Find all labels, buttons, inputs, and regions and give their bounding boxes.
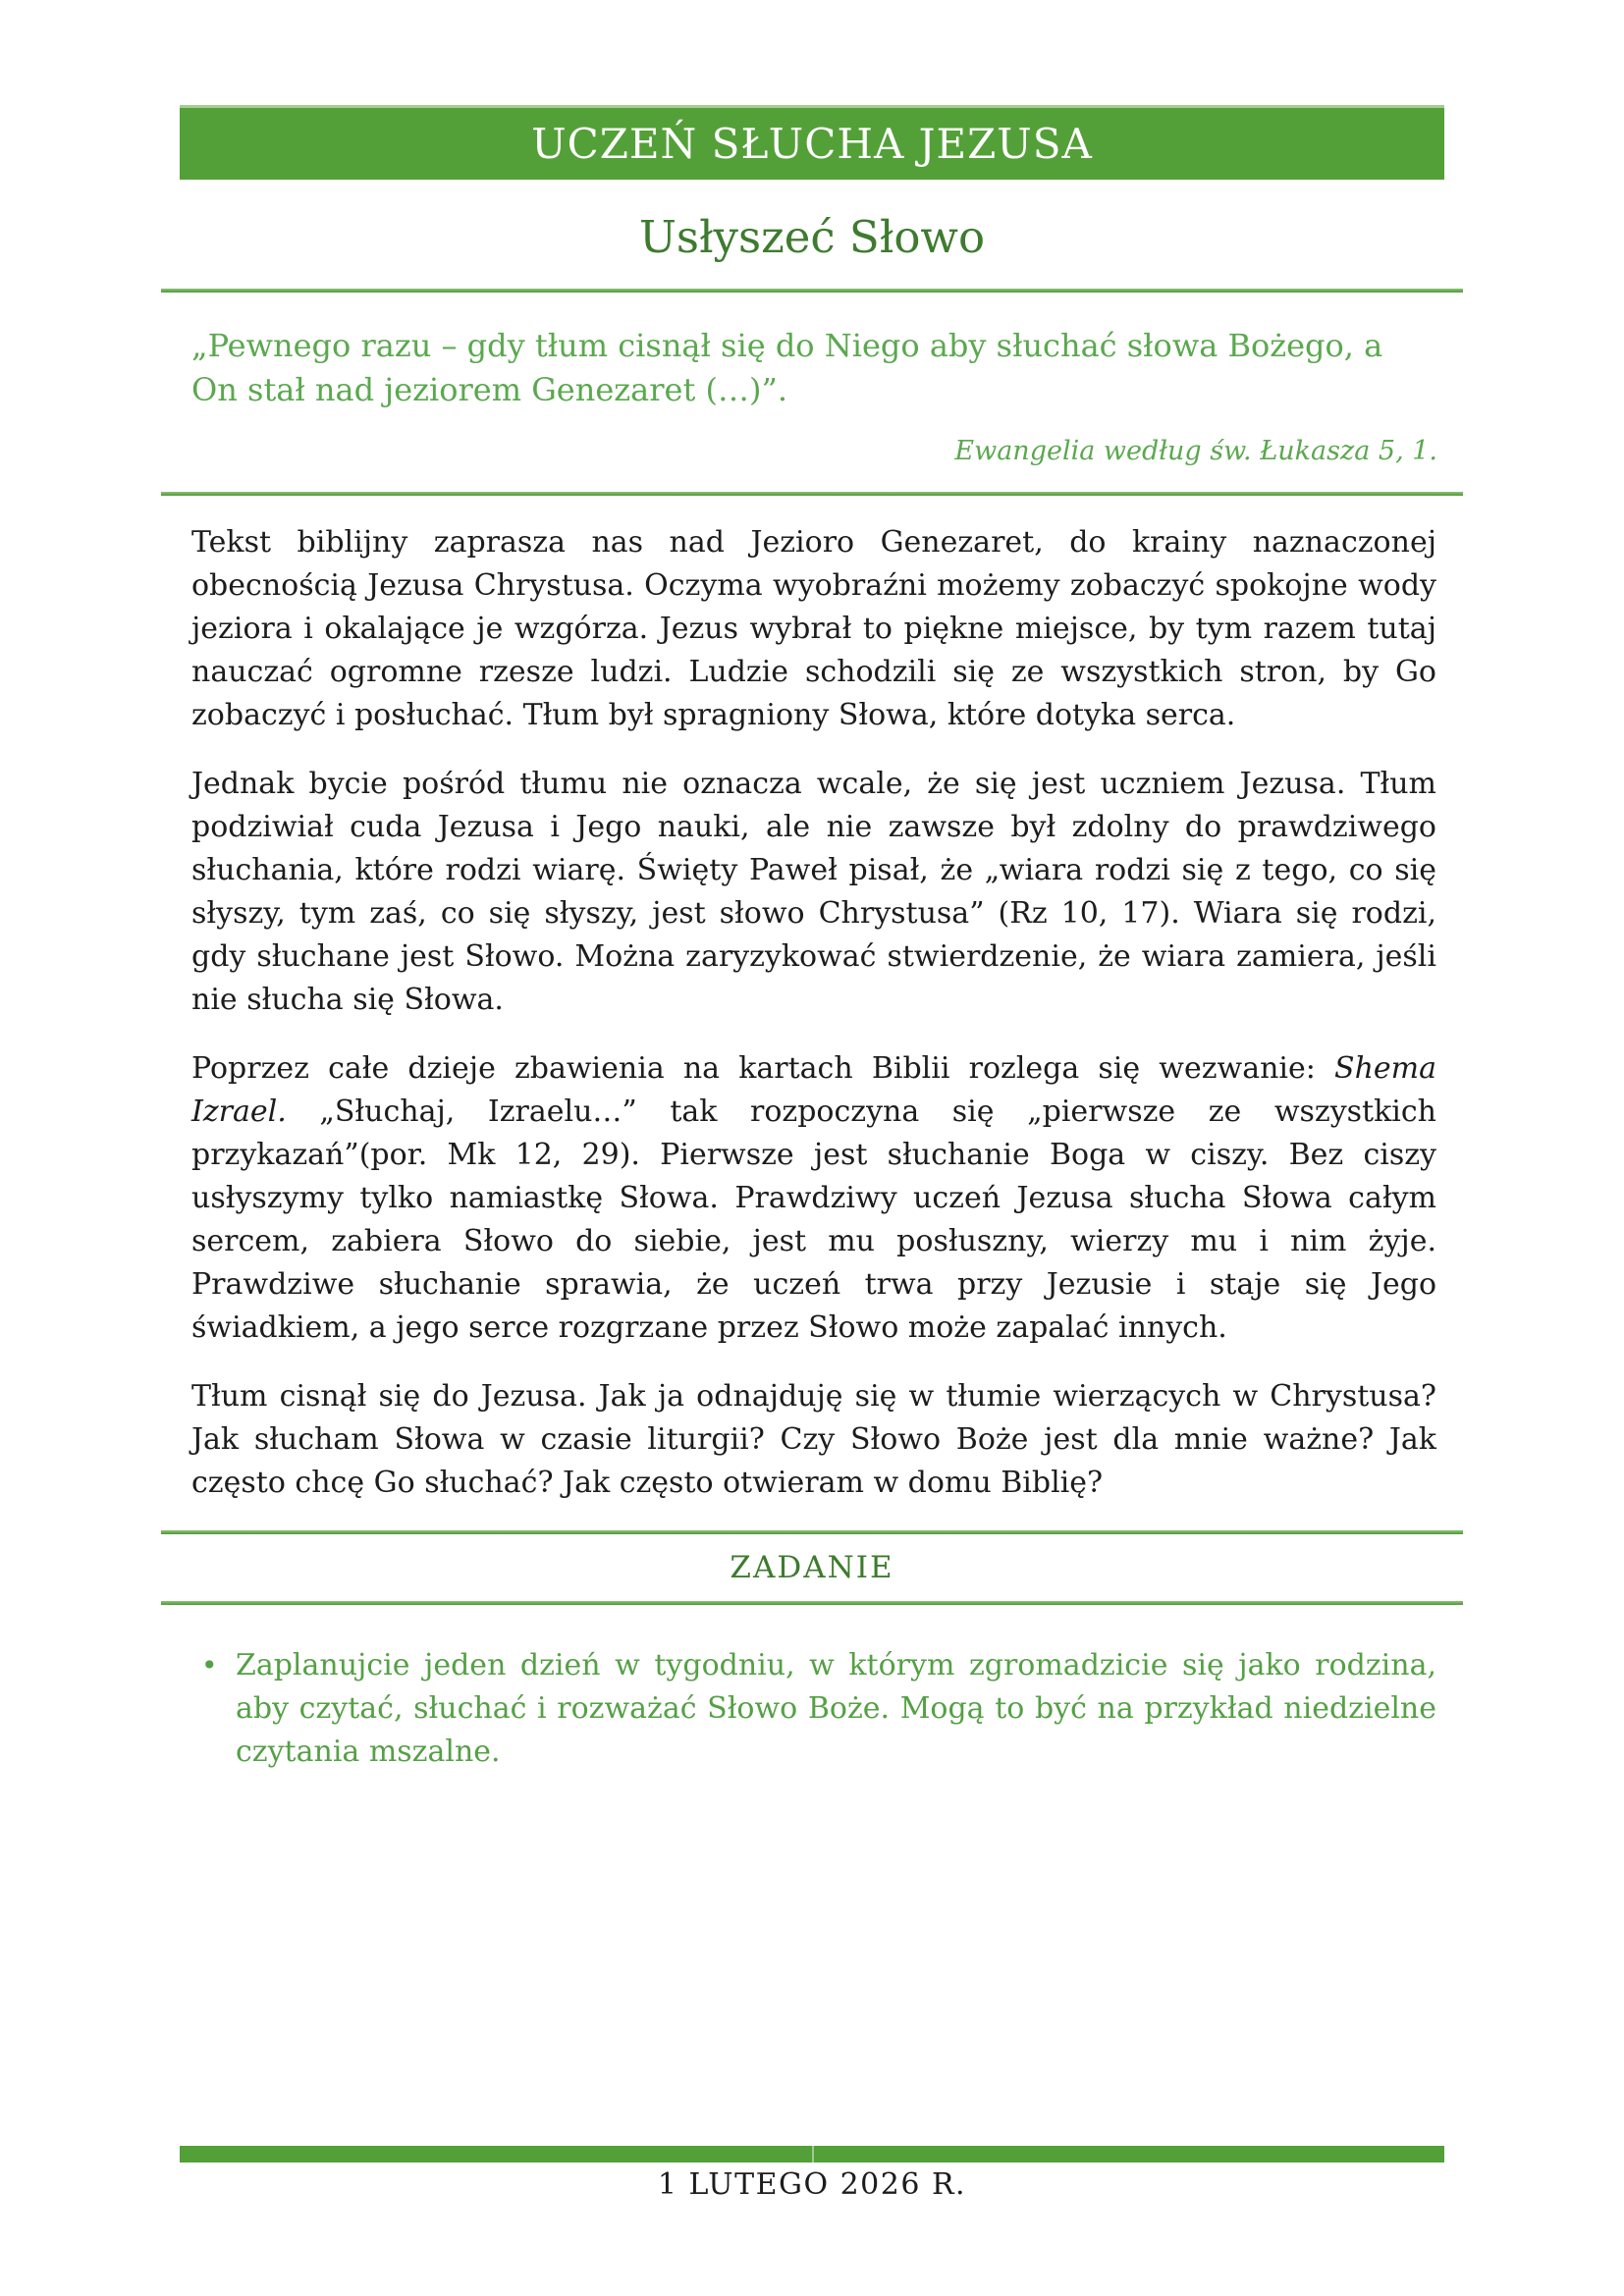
- task-item: [191, 1644, 1436, 1774]
- task-text: Zaplanujcie jeden dzień w tygodniu, w którym zgromadzicie się jako rodzina, aby czytać, słuchać i rozważać Słowo Boże. Mogą to być na przykład niedzielne czytania mszalne.: [236, 1648, 1436, 1769]
- footer-date: 1 LUTEGO 2026 R.: [657, 2167, 967, 2202]
- task-heading: ZADANIE: [730, 1550, 894, 1585]
- bullet-icon: •: [201, 1649, 218, 1682]
- green-rule: [161, 289, 1463, 293]
- task-list: [191, 1644, 1436, 1774]
- footer-bar: [180, 2146, 1444, 2163]
- body-section: [191, 521, 1436, 1505]
- quote-text: „Pewnego razu – gdy tłum cisnął się do Niego aby słuchać słowa Bożego, a On stał nad jeziorem Genezaret (…)”.: [191, 327, 1383, 408]
- task-section: [0, 1530, 1624, 1774]
- paragraph: Jednak bycie pośród tłumu nie oznacza wcale, że się jest uczniem Jezusa. Tłum podziwiał cuda Jezusa i Jego nauki, ale nie zawsze był zdolny do prawdziwego słuchania, które rodzi wiarę. Święty Paweł pisał, że „wiara rodzi się z tego, co się słyszy, tym zaś, co się słyszy, jest słowo Chrystusa” (Rz 10, 17). Wiara się rodzi, gdy słuchane jest Słowo. Można zaryzykować stwierdzenie, że wiara zamiera, jeśli nie słucha się Słowa.: [191, 767, 1436, 1017]
- paragraph: Tekst biblijny zaprasza nas nad Jezioro Genezaret, do krainy naznaczonej obecnością Jezusa Chrystusa. Oczyma wyobraźni możemy zobaczyć spokojne wody jeziora i okalające je wzgórza. Jezus wybrał to piękne miejsce, by tym razem tutaj nauczać ogromne rzesze ludzi. Ludzie schodzili się ze wszystkich stron, by Go zobaczyć i posłuchać. Tłum był spragniony Słowa, które dotyka serca.: [191, 525, 1436, 732]
- header-banner: [180, 105, 1444, 180]
- green-rule: [161, 1530, 1463, 1534]
- paragraph: Tłum cisnął się do Jezusa. Jak ja odnajduję się w tłumie wierzących w Chrystusa? Jak słucham Słowa w czasie liturgii? Czy Słowo Boże jest dla mnie ważne? Jak często chcę Go słuchać? Jak często otwieram w domu Biblię?: [191, 1379, 1436, 1500]
- quote-attribution: Ewangelia według św. Łukasza 5, 1.: [954, 436, 1437, 466]
- page-title: Usłyszeć Słowo: [638, 211, 986, 263]
- paragraph: Poprzez całe dzieje zbawienia na kartach Biblii rozlega się wezwanie: Shema Izrael. „Słuchaj, Izraelu…” tak rozpoczyna się „pierwsze ze wszystkich przykazań”(por. Mk 12, 29). Pierwsze jest słuchanie Boga w ciszy. Bez ciszy usłyszymy tylko namiastkę Słowa. Prawdziwy uczeń Jezusa słucha Słowa całym sercem, zabiera Słowo do siebie, jest mu posłuszny, wierzy mu i nim żyje. Prawdziwe słuchanie sprawia, że uczeń trwa przy Jezusie i staje się Jego świadkiem, a jego serce rozgrzane przez Słowo może zapalać innych.: [191, 1051, 1436, 1345]
- banner-title: UCZEŃ SŁUCHA JEZUSA: [531, 120, 1093, 168]
- green-rule: [161, 1601, 1463, 1605]
- footer-bar-divider: [812, 2146, 814, 2163]
- green-rule: [161, 492, 1463, 496]
